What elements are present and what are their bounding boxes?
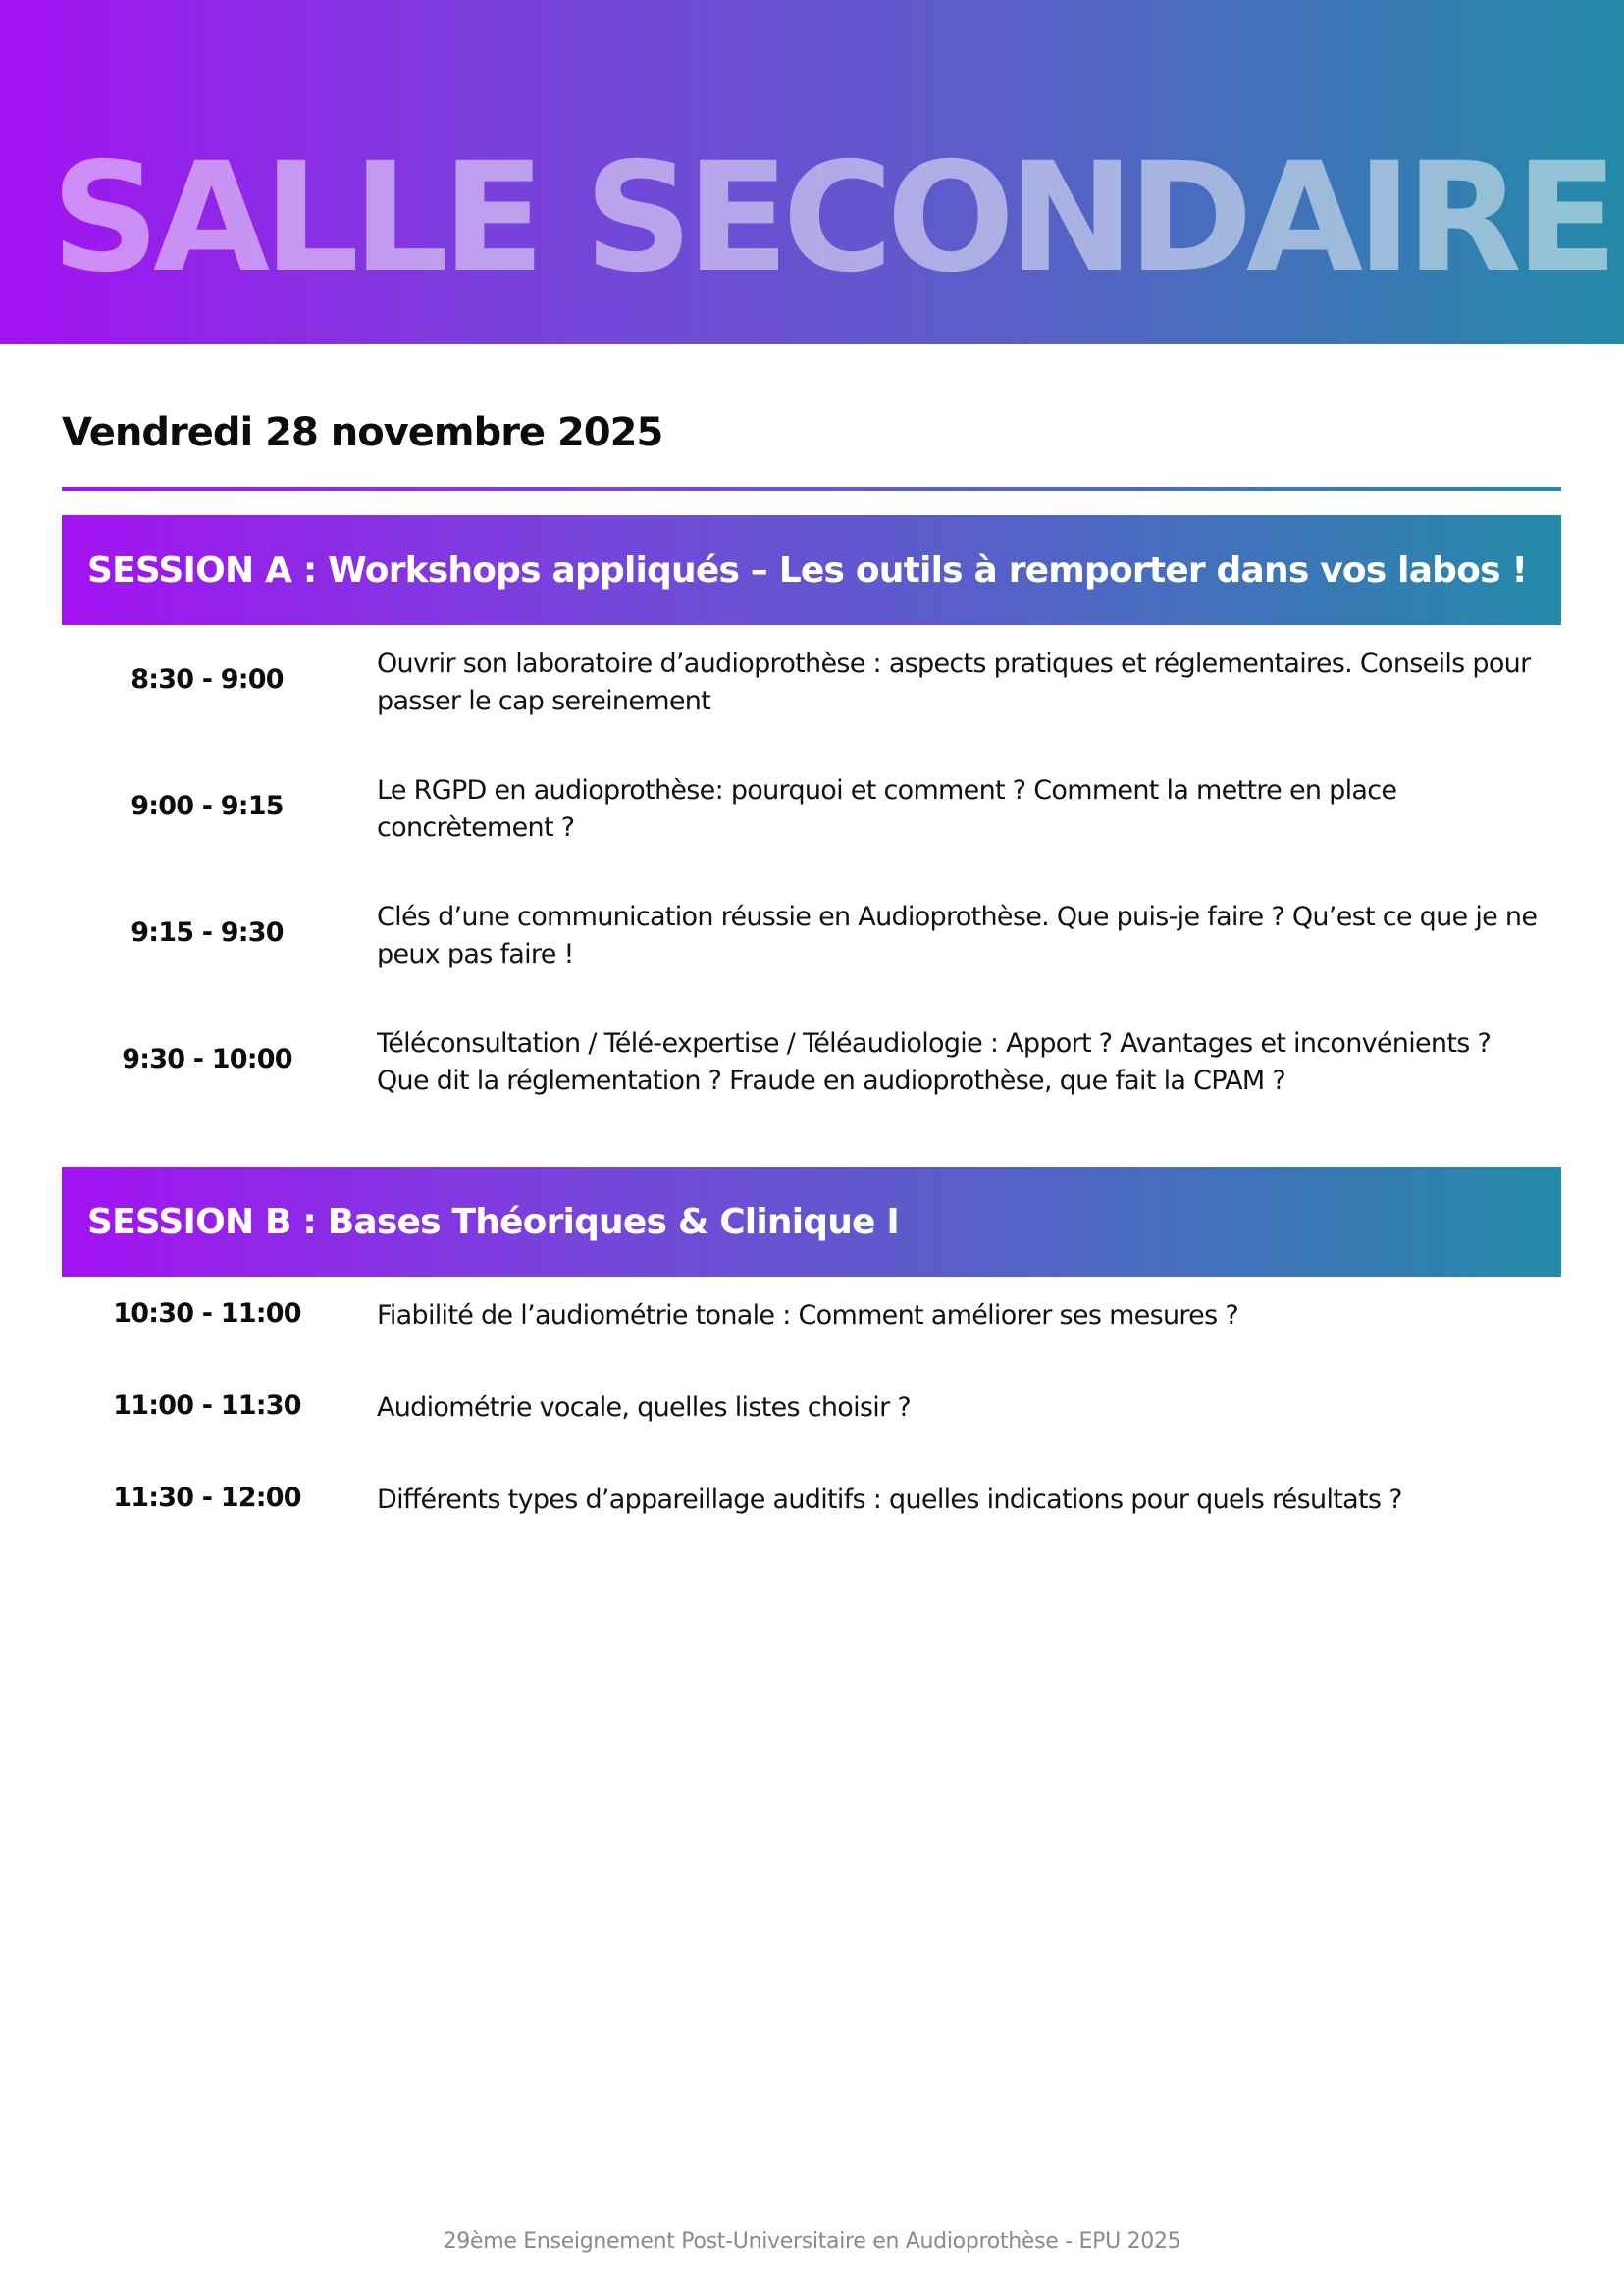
schedule-time: 9:15 - 9:30	[131, 917, 284, 948]
page-header-banner	[0, 0, 1624, 344]
schedule-time: 11:30 - 12:00	[113, 1483, 301, 1513]
schedule-time: 10:30 - 11:00	[113, 1298, 301, 1329]
schedule-description: Différents types d’appareillage auditifs : quelles indications pour quels résultats ?	[377, 1485, 1402, 1515]
schedule-description: Ouvrir son laboratoire d’audioprothèse : aspects pratiques et réglementaires. Conseils pour passer le cap sereinement	[377, 649, 1531, 716]
session-a-title: SESSION A : Workshops appliqués – Les outils à remporter dans vos labos !	[87, 549, 1528, 591]
schedule-description: Téléconsultation / Télé-expertise / Téléaudiologie : Apport ? Avantages et inconvénients ? Que dit la réglementation ? Fraude en audioprothèse, que fait la CPAM ?	[377, 1028, 1492, 1096]
session-b-title: SESSION B : Bases Théoriques & Clinique I	[87, 1201, 899, 1242]
schedule-time: 8:30 - 9:00	[131, 664, 284, 695]
page-footer: 29ème Enseignement Post-Universitaire en Audioprothèse - EPU 2025	[443, 2229, 1181, 2254]
event-date: Vendredi 28 novembre 2025	[62, 410, 663, 455]
schedule-time: 9:00 - 9:15	[131, 791, 284, 821]
schedule-row	[62, 1482, 1561, 1521]
session-b-header	[62, 1167, 1561, 1277]
schedule-row	[62, 769, 1561, 848]
schedule-time: 11:00 - 11:30	[113, 1390, 301, 1421]
schedule-row	[62, 896, 1561, 974]
schedule-description: Audiométrie vocale, quelles listes choisir ?	[377, 1392, 912, 1423]
schedule-time: 9:30 - 10:00	[122, 1044, 292, 1074]
page-title: SALLE SECONDAIRE	[51, 130, 1612, 306]
schedule-row	[62, 1297, 1561, 1336]
schedule-row	[62, 1022, 1561, 1101]
session-a-header	[62, 515, 1561, 625]
gradient-divider	[62, 487, 1561, 491]
schedule-row	[62, 643, 1561, 721]
schedule-description: Le RGPD en audioprothèse: pourquoi et comment ? Comment la mettre en place concrètement ?	[377, 775, 1397, 843]
schedule-description: Fiabilité de l’audiométrie tonale : Comment améliorer ses mesures ?	[377, 1300, 1238, 1331]
schedule-row	[62, 1389, 1561, 1429]
schedule-description: Clés d’une communication réussie en Audioprothèse. Que puis-je faire ? Qu’est ce que je ne peux pas faire !	[377, 902, 1538, 969]
